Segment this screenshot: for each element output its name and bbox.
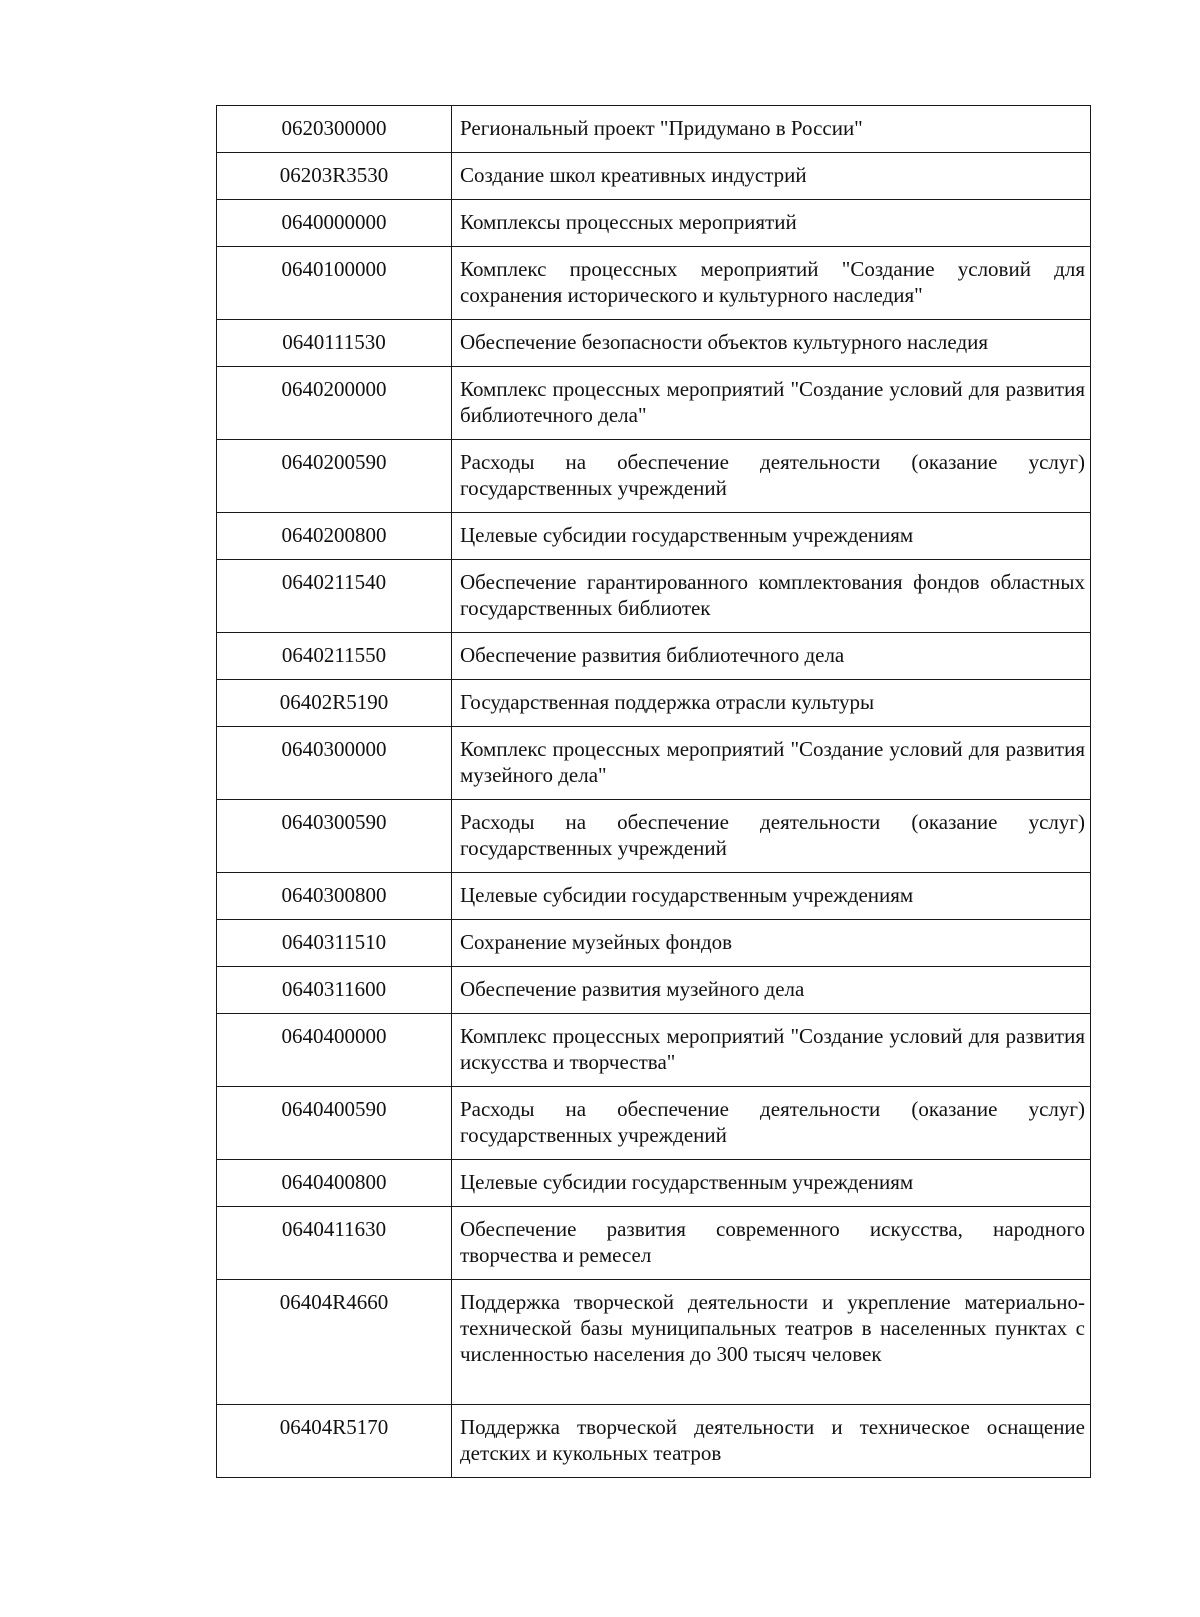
description-cell: Обеспечение гарантированного комплектования фондов областных государственных библиотек — [452, 560, 1091, 633]
description-cell: Расходы на обеспечение деятельности (оказание услуг) государственных учреждений — [452, 800, 1091, 873]
code-cell: 0640400800 — [217, 1160, 452, 1207]
description-cell: Комплексы процессных мероприятий — [452, 200, 1091, 247]
description-cell: Обеспечение безопасности объектов культурного наследия — [452, 320, 1091, 367]
table-row — [217, 727, 1091, 800]
table-row — [217, 873, 1091, 920]
table-row — [217, 247, 1091, 320]
code-cell: 0640400000 — [217, 1014, 452, 1087]
code-cell: 0640400590 — [217, 1087, 452, 1160]
table-row — [217, 1014, 1091, 1087]
table-row — [217, 153, 1091, 200]
code-cell: 06203R3530 — [217, 153, 452, 200]
table-row — [217, 1087, 1091, 1160]
description-cell: Расходы на обеспечение деятельности (оказание услуг) государственных учреждений — [452, 440, 1091, 513]
table-row — [217, 1280, 1091, 1405]
code-cell: 0640211540 — [217, 560, 452, 633]
description-cell: Целевые субсидии государственным учреждениям — [452, 1160, 1091, 1207]
description-cell: Региональный проект "Придумано в России" — [452, 106, 1091, 153]
table-row — [217, 320, 1091, 367]
code-cell: 0640411630 — [217, 1207, 452, 1280]
table-row — [217, 967, 1091, 1014]
code-cell: 06402R5190 — [217, 680, 452, 727]
table-row — [217, 1160, 1091, 1207]
table-body — [217, 106, 1091, 1478]
description-cell: Обеспечение развития музейного дела — [452, 967, 1091, 1014]
table-row — [217, 440, 1091, 513]
description-cell: Обеспечение развития современного искусства, народного творчества и ремесел — [452, 1207, 1091, 1280]
description-cell: Поддержка творческой деятельности и техническое оснащение детских и кукольных театров — [452, 1405, 1091, 1478]
code-cell: 0640300590 — [217, 800, 452, 873]
table-row — [217, 800, 1091, 873]
code-cell: 0640000000 — [217, 200, 452, 247]
description-cell: Целевые субсидии государственным учреждениям — [452, 513, 1091, 560]
table-row — [217, 920, 1091, 967]
description-cell: Поддержка творческой деятельности и укрепление материально-технической базы муниципальных театров в населенных пунктах с численностью населения до 300 тысяч человек — [452, 1280, 1091, 1405]
table-row — [217, 200, 1091, 247]
description-cell: Сохранение музейных фондов — [452, 920, 1091, 967]
description-cell: Комплекс процессных мероприятий "Создание условий для развития музейного дела" — [452, 727, 1091, 800]
code-cell: 0640200590 — [217, 440, 452, 513]
code-cell: 0640311510 — [217, 920, 452, 967]
description-cell: Обеспечение развития библиотечного дела — [452, 633, 1091, 680]
description-cell: Создание школ креативных индустрий — [452, 153, 1091, 200]
budget-codes-table — [216, 105, 1091, 1478]
description-cell: Целевые субсидии государственным учреждениям — [452, 873, 1091, 920]
code-cell: 06404R5170 — [217, 1405, 452, 1478]
table-row — [217, 513, 1091, 560]
table-row — [217, 367, 1091, 440]
code-cell: 0640200800 — [217, 513, 452, 560]
table-row — [217, 1207, 1091, 1280]
table-row — [217, 680, 1091, 727]
table-row — [217, 106, 1091, 153]
code-cell: 0640300800 — [217, 873, 452, 920]
code-cell: 0640311600 — [217, 967, 452, 1014]
code-cell: 0640200000 — [217, 367, 452, 440]
description-cell: Комплекс процессных мероприятий "Создание условий для сохранения исторического и культурного наследия" — [452, 247, 1091, 320]
table-row — [217, 1405, 1091, 1478]
code-cell: 0640300000 — [217, 727, 452, 800]
description-cell: Расходы на обеспечение деятельности (оказание услуг) государственных учреждений — [452, 1087, 1091, 1160]
code-cell: 0640211550 — [217, 633, 452, 680]
code-cell: 0620300000 — [217, 106, 452, 153]
code-cell: 06404R4660 — [217, 1280, 452, 1405]
table-row — [217, 560, 1091, 633]
table-row — [217, 633, 1091, 680]
code-cell: 0640100000 — [217, 247, 452, 320]
description-cell: Государственная поддержка отрасли культуры — [452, 680, 1091, 727]
description-cell: Комплекс процессных мероприятий "Создание условий для развития искусства и творчества" — [452, 1014, 1091, 1087]
code-cell: 0640111530 — [217, 320, 452, 367]
description-cell: Комплекс процессных мероприятий "Создание условий для развития библиотечного дела" — [452, 367, 1091, 440]
